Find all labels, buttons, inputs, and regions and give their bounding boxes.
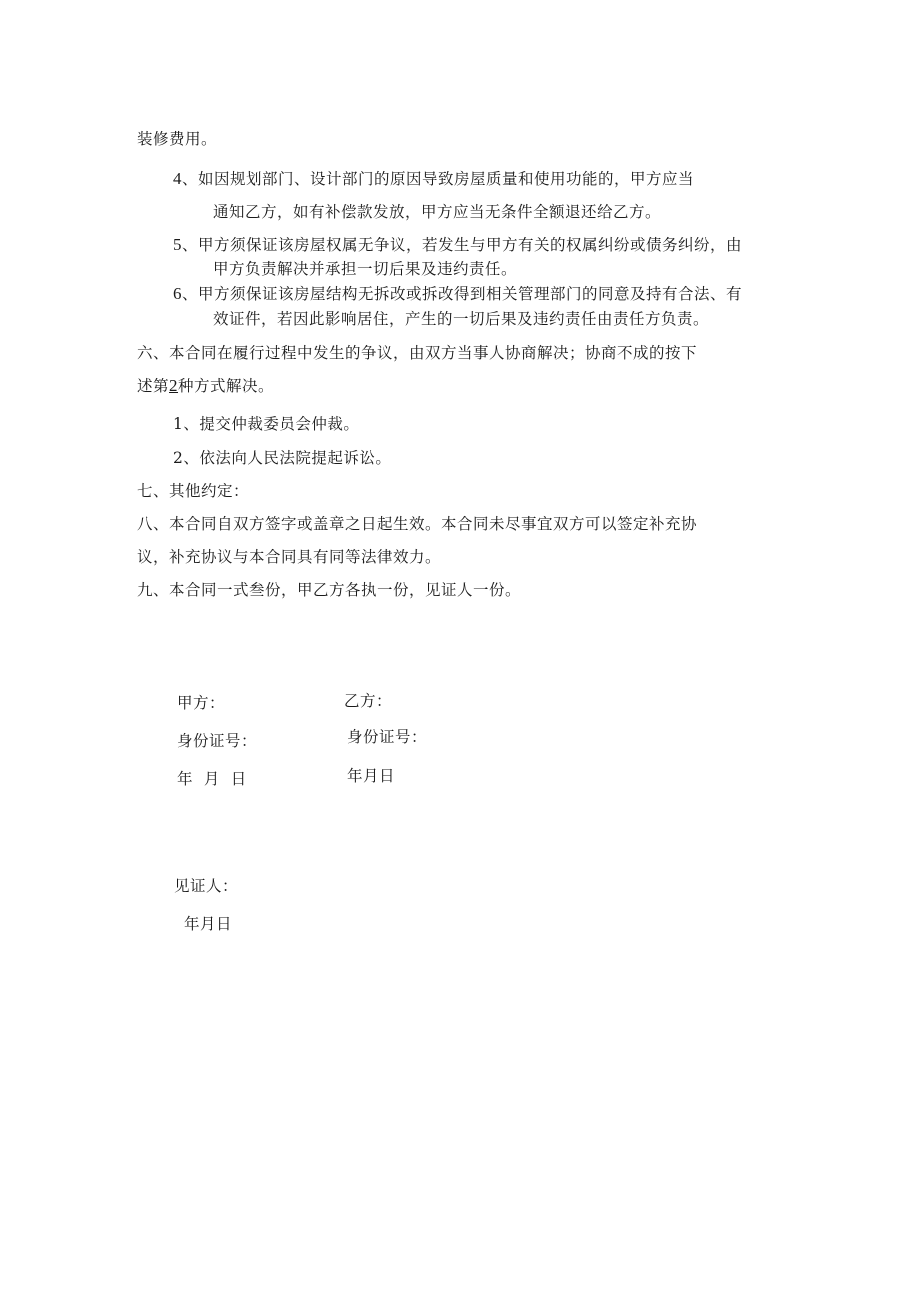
clause-5-text: 、甲方须保证该房屋权属无争议，若发生与甲方有关的权属纠纷或债务纠纷，由 xyxy=(182,236,743,254)
section-9: 九、本合同一式叁份，甲乙方各执一份，见证人一份。 xyxy=(137,581,522,599)
clause-4-number: 4 xyxy=(173,169,182,188)
witness-label: 见证人： xyxy=(174,877,239,895)
clause-6-text: 、甲方须保证该房屋结构无拆改或拆改得到相关管理部门的同意及持有合法、有 xyxy=(182,285,743,303)
party-b-label: 乙方： xyxy=(344,692,393,710)
section-7: 七、其他约定： xyxy=(137,482,250,500)
section-6-line1: 六、本合同在履行过程中发生的争议，由双方当事人协商解决；协商不成的按下 xyxy=(137,344,698,362)
section-6-post: 种方式解决。 xyxy=(178,377,275,395)
dispute-method-number: 2 xyxy=(169,376,179,395)
clause-4-text: 、如因规划部门、设计部门的原因导致房屋质量和使用功能的，甲方应当 xyxy=(182,170,695,188)
party-b-date: 年月日 xyxy=(347,767,396,785)
option-arbitration: 1、提交仲裁委员会仲裁。 xyxy=(173,415,360,433)
clause-5-number: 5 xyxy=(173,235,182,254)
clause-6 xyxy=(173,284,742,304)
witness-date: 年月日 xyxy=(184,915,233,933)
party-a-date: 年 月 日 xyxy=(177,770,247,788)
section-8-line2: 议，补充协议与本合同具有同等法律效力。 xyxy=(137,548,442,566)
option-court: 2、依法向人民法院提起诉讼。 xyxy=(173,449,392,467)
clause-5 xyxy=(173,235,742,255)
party-b-id-label: 身份证号： xyxy=(347,728,428,746)
clause-5-continued: 甲方负责解决并承担一切后果及违约责任。 xyxy=(213,260,518,278)
party-a-label: 甲方： xyxy=(177,694,226,712)
clause-6-number: 6 xyxy=(173,284,182,303)
clause-4 xyxy=(173,169,694,189)
party-a-id-label: 身份证号： xyxy=(177,732,258,750)
section-8-line1: 八、本合同自双方签字或盖章之日起生效。本合同未尽事宜双方可以签定补充协 xyxy=(137,515,698,533)
line-decoration-fee: 装修费用。 xyxy=(137,130,218,148)
clause-6-continued: 效证件，若因此影响居住，产生的一切后果及违约责任由责任方负责。 xyxy=(213,310,710,328)
clause-4-continued: 通知乙方，如有补偿款发放，甲方应当无条件全额退还给乙方。 xyxy=(213,203,662,221)
section-6-pre: 述第 xyxy=(137,377,170,395)
section-6-line2 xyxy=(137,376,274,396)
